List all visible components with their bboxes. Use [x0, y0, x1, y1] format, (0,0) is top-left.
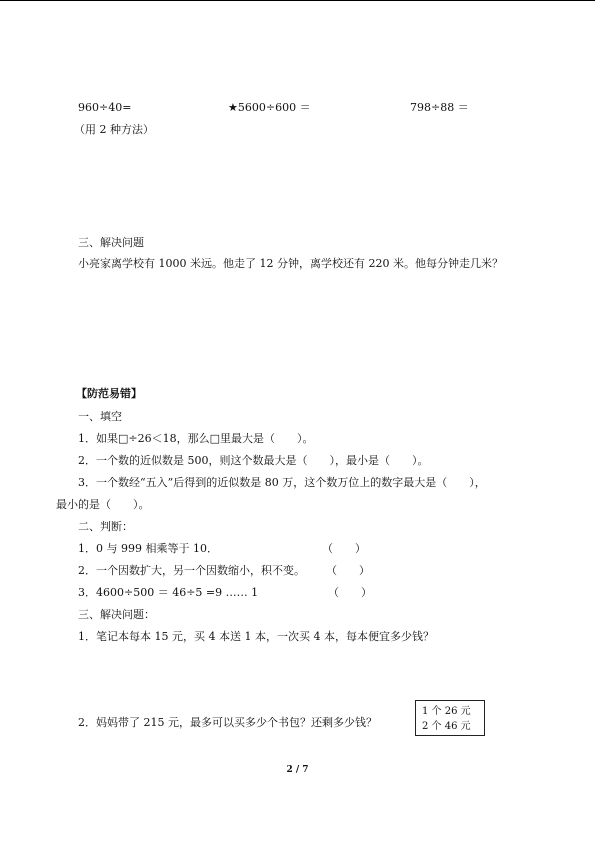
judge-item-1: 1．0 与 999 相乘等于 10．: [78, 542, 218, 555]
fill-item-1: 1．如果□÷26＜18，那么□里最大是（ ）。: [78, 432, 314, 445]
solve-item-2: 2．妈妈带了 215 元，最多可以买多少个书包？还剩多少钱？: [78, 716, 377, 729]
solve-item-1: 1．笔记本每本 15 元，买 4 本送 1 本，一次买 4 本，每本便宜多少钱？: [78, 630, 434, 643]
top-rule: [0, 0, 595, 1]
judge-item-3-blank: （ ）: [328, 586, 372, 599]
calc-question-1: 960÷40=: [78, 101, 132, 114]
judge-item-3: 3．4600÷500 ＝ 46÷5 =9 …… 1: [78, 586, 259, 599]
calc-note: （用 2 种方法）: [74, 123, 154, 136]
section3-problem: 小亮家离学校有 1000 米远。他走了 12 分钟，离学校还有 220 米。他每分钟走几米？: [78, 257, 503, 270]
judge-item-1-blank: （ ）: [322, 542, 366, 555]
calc-question-2: ★5600÷600 ＝: [228, 101, 311, 114]
fill-item-3: 3．一个数经“五入”后得到的近似数是 80 万，这个数万位上的数字最大是（ ），: [78, 476, 486, 489]
price-line-1: 1 个 26 元: [422, 706, 471, 717]
judge-item-2: 2．一个因数扩大，另一个因数缩小，积不变。: [78, 564, 305, 577]
fill-item-3-continued: 最小的是（ ）。: [56, 498, 150, 511]
fill-item-2: 2．一个数的近似数是 500，则这个数最大是（ ），最小是（ ）。: [78, 454, 429, 467]
page-number: 2 / 7: [286, 765, 309, 775]
price-line-2: 2 个 46 元: [422, 721, 471, 732]
section3-heading: 三、解决问题: [78, 236, 144, 249]
fill-heading: 一、填空: [78, 410, 122, 423]
price-box: [415, 700, 485, 736]
fangfan-title: 【防范易错】: [76, 387, 142, 400]
calc-question-3: 798÷88 ＝: [410, 101, 469, 114]
solve-heading: 三、解决问题：: [78, 608, 155, 621]
judge-item-2-blank: （ ）: [326, 564, 370, 577]
judge-heading: 二、判断：: [78, 520, 133, 533]
